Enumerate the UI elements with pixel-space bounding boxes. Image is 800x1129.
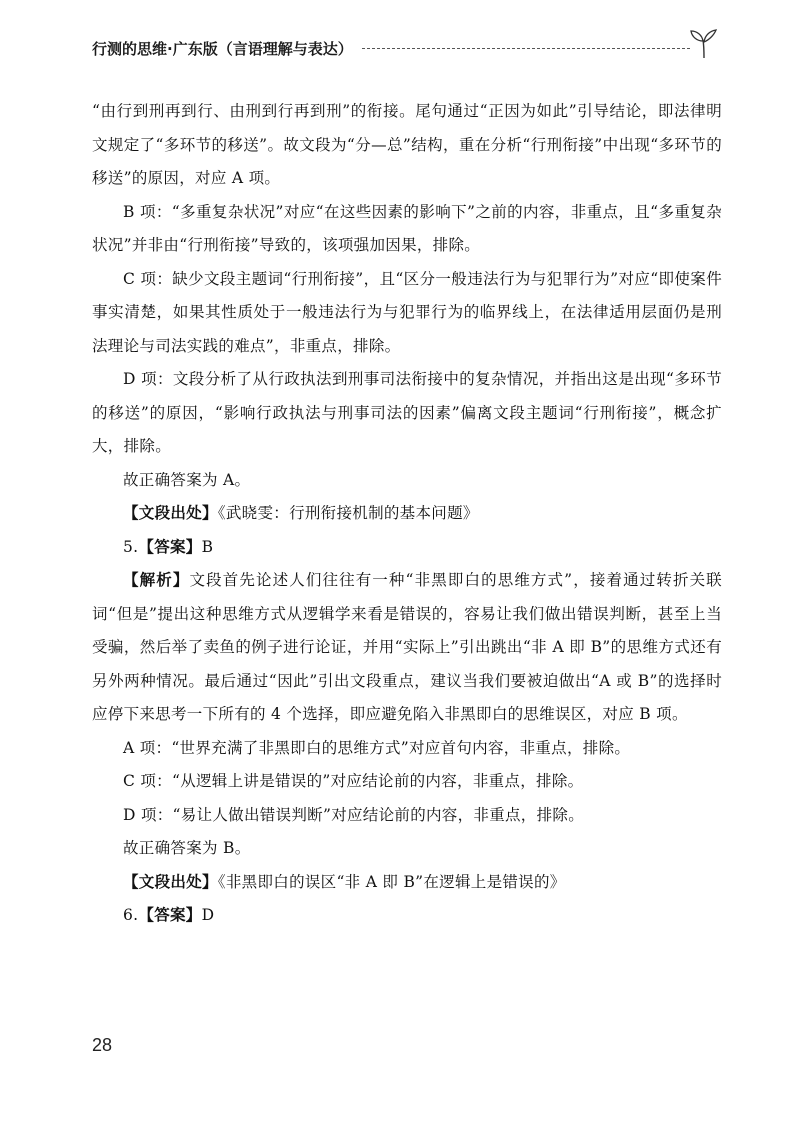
- paragraph-p12: [92, 832, 722, 866]
- paragraph-p5: [92, 464, 722, 498]
- section-label: 【答案】: [138, 906, 202, 924]
- paragraph-text: D: [201, 906, 215, 924]
- header-dotted-rule: [362, 48, 690, 49]
- paragraph-text: “由行到刑再到行、由刑到行再到刑”的衔接。尾句通过“正因为如此”引导结论，即法律明文规定了“多环节的移送”。故文段为“分—总”结构，重在分析“行刑衔接”中出现“多环节的移送”的原因，对应 A 项。: [92, 102, 722, 187]
- paragraph-text: 故正确答案为 A。: [123, 470, 251, 489]
- paragraph-p7: [92, 531, 722, 565]
- paragraph-p13: [92, 866, 722, 900]
- answer-explanation-body: [92, 95, 722, 933]
- paragraph-text: A 项：“世界充满了非黑即白的思维方式”对应首句内容，非重点，排除。: [123, 738, 631, 757]
- running-header: [92, 34, 722, 68]
- paragraph-text: B 项：“多重复杂状况”对应“在这些因素的影响下”之前的内容，非重点，且“多重复杂状况”并非由“行刑衔接”导致的，该项强加因果，排除。: [92, 202, 722, 254]
- paragraph-p2: [92, 196, 722, 263]
- paragraph-p3: [92, 263, 722, 364]
- paragraph-p14: [92, 899, 722, 933]
- section-label: 【答案】: [138, 537, 202, 556]
- paragraph-p9: [92, 732, 722, 766]
- sprout-icon: [686, 26, 722, 62]
- question-number: 6.: [123, 906, 139, 924]
- paragraph-text: D 项：“易让人做出错误判断”对应结论前的内容，非重点，排除。: [123, 805, 585, 824]
- paragraph-text: B: [201, 537, 214, 556]
- section-label: 【解析】: [123, 571, 190, 589]
- paragraph-p1: [92, 95, 722, 196]
- page-number: 28: [92, 1035, 113, 1055]
- paragraph-text: 文段首先论述人们往往有一种“非黑即白的思维方式”，接着通过转折关联词“但是”提出这种思维方式从逻辑学来看是错误的，容易让我们做出错误判断，甚至上当受骗，然后举了卖鱼的例子进行论证，并用“实际上”引出跳出“非 A 即 B”的思维方式还有另外两种情况。最后通过“因此”引出文段重点，建议当我们要被迫做出“A 或 B”的选择时应停下来思考一下所有的 4 个选择，即应避免陷入非黑即白的思维误区，对应 B 项。: [92, 571, 722, 723]
- paragraph-text: C 项：缺少文段主题词“行刑衔接”，且“区分一般违法行为与犯罪行为”对应“即使案件事实清楚，如果其性质处于一般违法行为与犯罪行为的临界线上，在法律适用层面仍是刑法理论与司法实践的难点”，非重点，排除。: [92, 269, 722, 355]
- section-label: 【文段出处】: [123, 872, 218, 891]
- paragraph-p10: [92, 765, 722, 799]
- paragraph-p6: [92, 497, 722, 531]
- paragraph-text: 《武晓雯：行刑衔接机制的基本问题》: [217, 504, 479, 522]
- paragraph-text: D 项：文段分析了从行政执法到刑事司法衔接中的复杂情况，并指出这是出现“多环节的移送”的原因，“影响行政执法与刑事司法的因素”偏离文段主题词“行刑衔接”，概念扩大，排除。: [92, 370, 722, 455]
- section-label: 【文段出处】: [123, 504, 218, 522]
- paragraph-text: C 项：“从逻辑上讲是错误的”对应结论前的内容，非重点，排除。: [123, 772, 584, 790]
- paragraph-text: 故正确答案为 B。: [123, 839, 251, 857]
- question-number: 5.: [123, 537, 139, 556]
- paragraph-text: 《非黑即白的误区“非 A 即 B”在逻辑上是错误的》: [217, 872, 566, 891]
- paragraph-p11: [92, 799, 722, 833]
- paragraph-p8: [92, 564, 722, 732]
- running-header-title: 行测的思维·广东版（言语理解与表达）: [92, 40, 353, 58]
- paragraph-p4: [92, 363, 722, 464]
